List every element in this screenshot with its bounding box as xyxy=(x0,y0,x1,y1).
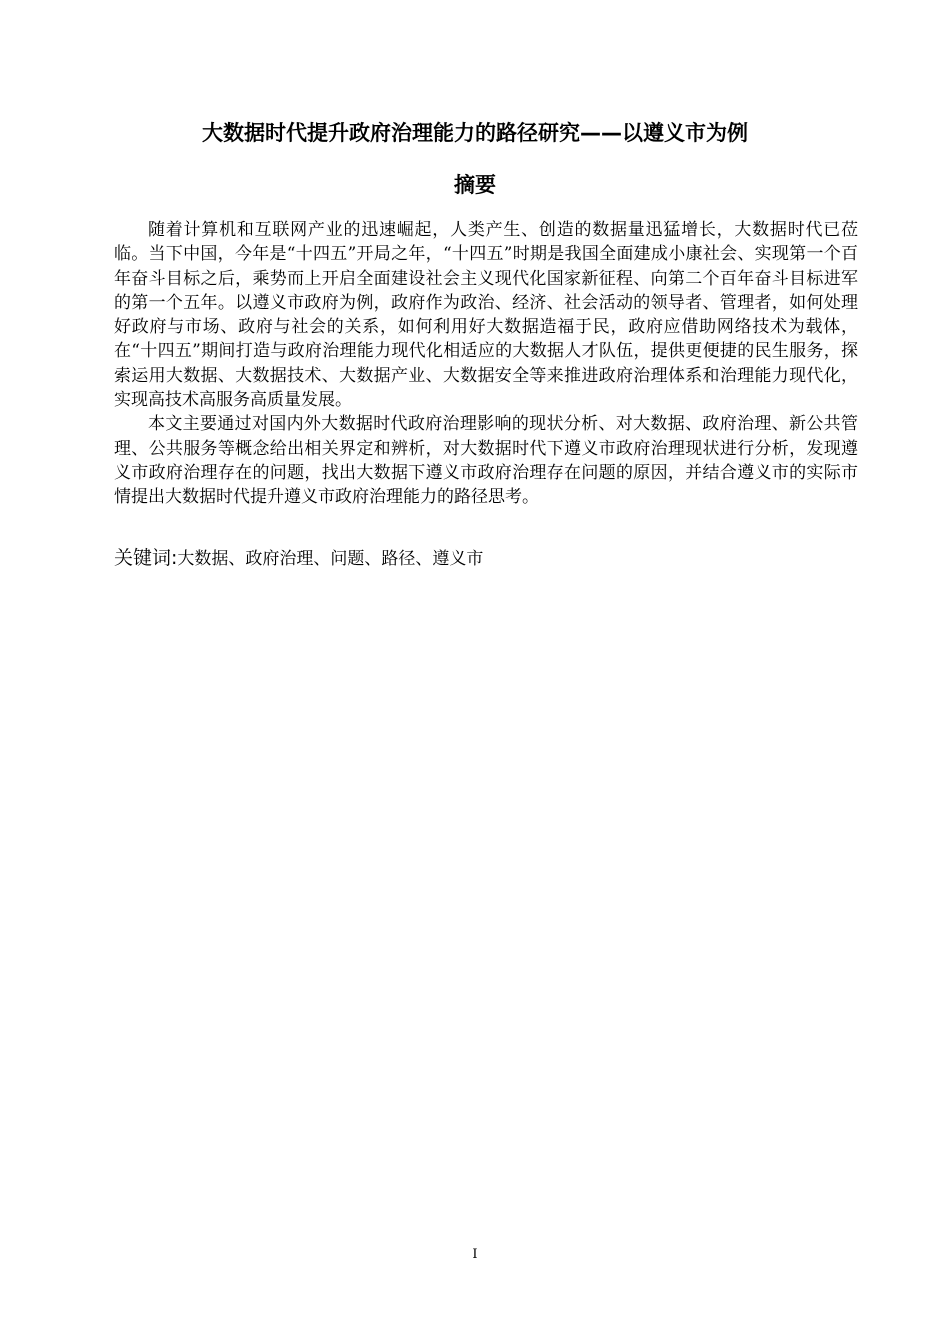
abstract-paragraph-2: 本文主要通过对国内外大数据时代政府治理影响的现状分析、对大数据、政府治理、新公共管理、公共服务等概念给出相关界定和辨析，对大数据时代下遵义市政府治理现状进行分析，发现遵义市政府治理存在的问题，找出大数据下遵义市政府治理存在问题的原因，并结合遵义市的实际市情提出大数据时代提升遵义市政府治理能力的路径思考。 xyxy=(114,414,858,508)
keywords-line xyxy=(114,545,858,572)
keywords-value: 大数据、政府治理、问题、路径、遵义市 xyxy=(177,549,484,569)
abstract-paragraph-1: 随着计算机和互联网产业的迅速崛起，人类产生、创造的数据量迅猛增长，大数据时代已莅临。当下中国，今年是“十四五”开局之年，“十四五”时期是我国全面建成小康社会、实现第一个百年奋斗目标之后，乘势而上开启全面建设社会主义现代化国家新征程、向第二个百年奋斗目标进军的第一个五年。以遵义市政府为例，政府作为政治、经济、社会活动的领导者、管理者，如何处理好政府与市场、政府与社会的关系，如何利用好大数据造福于民，政府应借助网络技术为载体，在“十四五”期间打造与政府治理能力现代化相适应的大数据人才队伍，提供更便捷的民生服务，探索运用大数据、大数据技术、大数据产业、大数据安全等来推进政府治理体系和治理能力现代化，实现高技术高服务高质量发展。 xyxy=(114,220,858,411)
keywords-label: 关键词: xyxy=(114,547,178,569)
paper-title: 大数据时代提升政府治理能力的路径研究——以遵义市为例 xyxy=(202,121,748,145)
abstract-body xyxy=(114,218,858,510)
abstract-heading: 摘要 xyxy=(454,173,496,197)
page-number: I xyxy=(472,1247,478,1262)
